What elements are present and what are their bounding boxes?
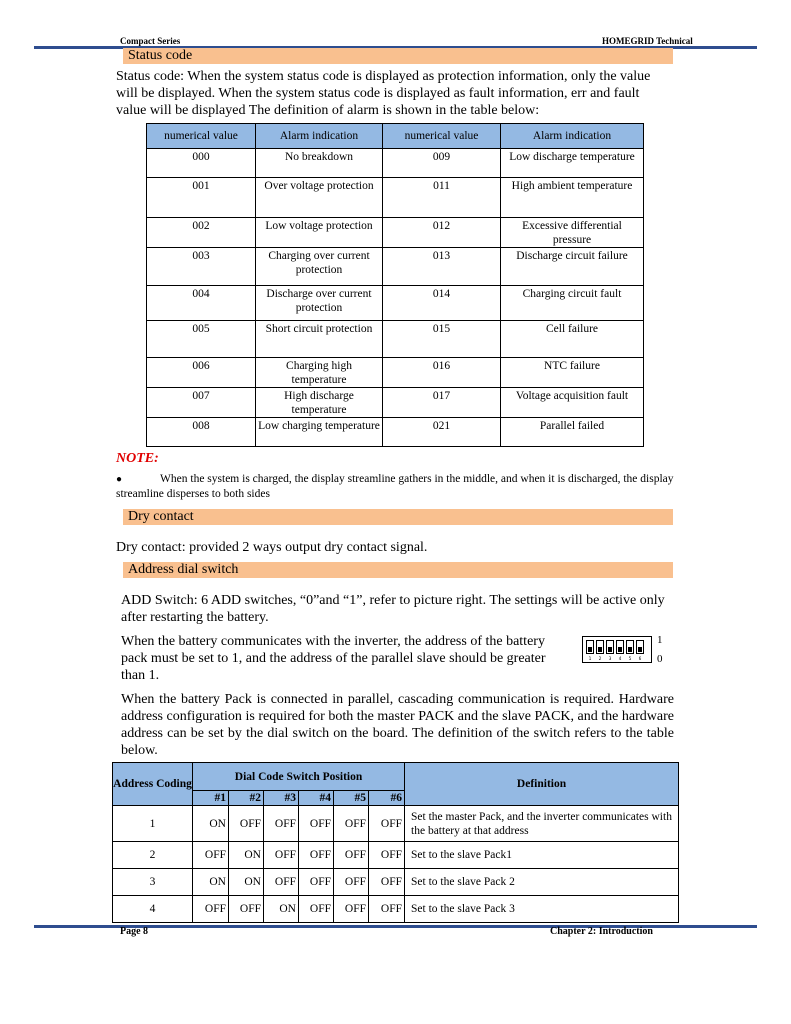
alarm-cell: No breakdown [256, 149, 383, 178]
footer-page: Page 8 [120, 926, 149, 937]
code-cell: 000 [147, 149, 256, 178]
switch-state-cell: OFF [299, 896, 334, 923]
note-text-block [116, 472, 676, 501]
alarm-row [147, 286, 644, 321]
dip-switch-2 [596, 640, 604, 654]
switch-state-cell: OFF [193, 842, 229, 869]
dip-switch-4 [616, 640, 624, 654]
address-code-cell: 3 [113, 869, 193, 896]
header-dial-position: Dial Code Switch Position [193, 763, 405, 791]
footer-chapter: Chapter 2: Introduction [550, 926, 653, 937]
switch-state-cell: ON [193, 869, 229, 896]
code-cell: 006 [147, 358, 256, 388]
switch-state-cell: OFF [264, 842, 299, 869]
note-text: When the system is charged, the display streamline gathers in the middle, and when it is discharged, the display streamline disperses to both sides [116, 473, 674, 500]
dip-label-off: 0 [657, 653, 663, 665]
code-cell: 001 [147, 178, 256, 218]
alarm-cell: NTC failure [501, 358, 644, 388]
dip-number: 6 [638, 656, 642, 661]
switch-state-cell: OFF [369, 869, 405, 896]
code-cell: 004 [147, 286, 256, 321]
code-cell: 012 [383, 218, 501, 248]
alarm-row [147, 388, 644, 418]
switch-state-cell: OFF [334, 806, 369, 842]
address-table [112, 762, 679, 923]
header-series: Compact Series [120, 36, 181, 46]
code-cell: 014 [383, 286, 501, 321]
definition-cell: Set to the slave Pack 2 [405, 869, 679, 896]
alarm-row [147, 321, 644, 358]
alarm-cell: Over voltage protection [256, 178, 383, 218]
dip-number: 1 [588, 656, 592, 661]
alarm-table-header [147, 124, 644, 149]
switch-state-cell: OFF [334, 896, 369, 923]
alarm-cell: Low charging temperature [256, 418, 383, 447]
dip-switch-5 [626, 640, 634, 654]
alarm-cell: Charging high temperature [256, 358, 383, 388]
code-cell: 005 [147, 321, 256, 358]
position-header: #6 [369, 791, 405, 806]
add-switch-paragraph: ADD Switch: 6 ADD switches, “0”and “1”, refer to picture right. The settings will be active only after restarting the battery. [121, 593, 665, 625]
status-paragraph: Status code: When the system status code is displayed as protection information, only the value will be displayed. When the system status code is displayed as fault information, err and fault value will be displayed The definition of alarm is shown in the table below: [116, 69, 651, 118]
switch-state-cell: OFF [334, 869, 369, 896]
address-code-cell: 2 [113, 842, 193, 869]
code-cell: 008 [147, 418, 256, 447]
switch-state-cell: OFF [299, 842, 334, 869]
code-cell: 011 [383, 178, 501, 218]
alarm-cell: High ambient temperature [501, 178, 644, 218]
alarm-cell: Charging circuit fault [501, 286, 644, 321]
dip-switch-figure [582, 636, 652, 663]
note-label: NOTE: [116, 451, 159, 466]
position-header: #4 [299, 791, 334, 806]
position-header: #2 [229, 791, 264, 806]
address-row [113, 869, 679, 896]
alarm-cell: High discharge temperature [256, 388, 383, 418]
code-cell: 017 [383, 388, 501, 418]
dip-number: 4 [618, 656, 622, 661]
header-definition: Definition [405, 763, 679, 806]
address-code-cell: 1 [113, 806, 193, 842]
alarm-cell: Short circuit protection [256, 321, 383, 358]
dip-number: 5 [628, 656, 632, 661]
col-header: numerical value [383, 124, 501, 149]
address-row [113, 806, 679, 842]
code-cell: 015 [383, 321, 501, 358]
dry-contact-paragraph: Dry contact: provided 2 ways output dry contact signal. [116, 540, 428, 555]
switch-state-cell: OFF [369, 842, 405, 869]
switch-state-cell: OFF [299, 869, 334, 896]
header-address-coding: Address Coding [113, 763, 193, 806]
inverter-paragraph: When the battery communicates with the inverter, the address of the battery pack must be set to 1, and the address of the parallel slave should be greater than 1. [121, 634, 546, 683]
switch-state-cell: ON [229, 869, 264, 896]
definition-cell: Set to the slave Pack 3 [405, 896, 679, 923]
alarm-cell: Discharge circuit failure [501, 248, 644, 286]
code-cell: 009 [383, 149, 501, 178]
switch-state-cell: ON [229, 842, 264, 869]
switch-state-cell: ON [193, 806, 229, 842]
code-cell: 007 [147, 388, 256, 418]
col-header: Alarm indication [256, 124, 383, 149]
parallel-paragraph: When the battery Pack is connected in parallel, cascading communication is required. Hardware address configuration is required for both the master PACK and the slave PACK, and the hardware address can be set by the dial switch on the board. The definition of the switch refers to the table below. [121, 692, 674, 758]
alarm-row [147, 149, 644, 178]
switch-state-cell: OFF [264, 869, 299, 896]
dip-number: 3 [608, 656, 612, 661]
code-cell: 021 [383, 418, 501, 447]
section-status-code: Status code [123, 48, 673, 64]
alarm-row [147, 248, 644, 286]
alarm-table [146, 123, 644, 447]
switch-state-cell: OFF [369, 806, 405, 842]
alarm-row [147, 178, 644, 218]
definition-cell: Set the master Pack, and the inverter communicates with the battery at that address [405, 806, 679, 842]
definition-cell: Set to the slave Pack1 [405, 842, 679, 869]
code-cell: 003 [147, 248, 256, 286]
dip-switch-3 [606, 640, 614, 654]
dip-label-on: 1 [657, 634, 663, 646]
alarm-cell: Charging over current protection [256, 248, 383, 286]
alarm-cell: Voltage acquisition fault [501, 388, 644, 418]
col-header: Alarm indication [501, 124, 644, 149]
switch-state-cell: OFF [264, 806, 299, 842]
switch-state-cell: OFF [334, 842, 369, 869]
switch-state-cell: OFF [299, 806, 334, 842]
switch-state-cell: OFF [229, 896, 264, 923]
section-address-dial: Address dial switch [123, 562, 673, 578]
switch-state-cell: OFF [193, 896, 229, 923]
code-cell: 013 [383, 248, 501, 286]
alarm-cell: Cell failure [501, 321, 644, 358]
alarm-cell: Low voltage protection [256, 218, 383, 248]
code-cell: 016 [383, 358, 501, 388]
alarm-row [147, 358, 644, 388]
section-dry-contact: Dry contact [123, 509, 673, 525]
address-code-cell: 4 [113, 896, 193, 923]
alarm-cell: Parallel failed [501, 418, 644, 447]
dip-number: 2 [598, 656, 602, 661]
alarm-cell: Low discharge temperature [501, 149, 644, 178]
position-header: #5 [334, 791, 369, 806]
dip-switch-1 [586, 640, 594, 654]
switch-state-cell: OFF [229, 806, 264, 842]
header-company: HOMEGRID Technical [602, 36, 693, 46]
position-header: #3 [264, 791, 299, 806]
alarm-row [147, 418, 644, 447]
dip-switch-6 [636, 640, 644, 654]
col-header: numerical value [147, 124, 256, 149]
bullet-icon: ● [116, 474, 123, 485]
address-row [113, 842, 679, 869]
alarm-row [147, 218, 644, 248]
position-header: #1 [193, 791, 229, 806]
address-row [113, 896, 679, 923]
switch-state-cell: OFF [369, 896, 405, 923]
alarm-cell: Excessive differential pressure [501, 218, 644, 248]
code-cell: 002 [147, 218, 256, 248]
switch-state-cell: ON [264, 896, 299, 923]
alarm-cell: Discharge over current protection [256, 286, 383, 321]
